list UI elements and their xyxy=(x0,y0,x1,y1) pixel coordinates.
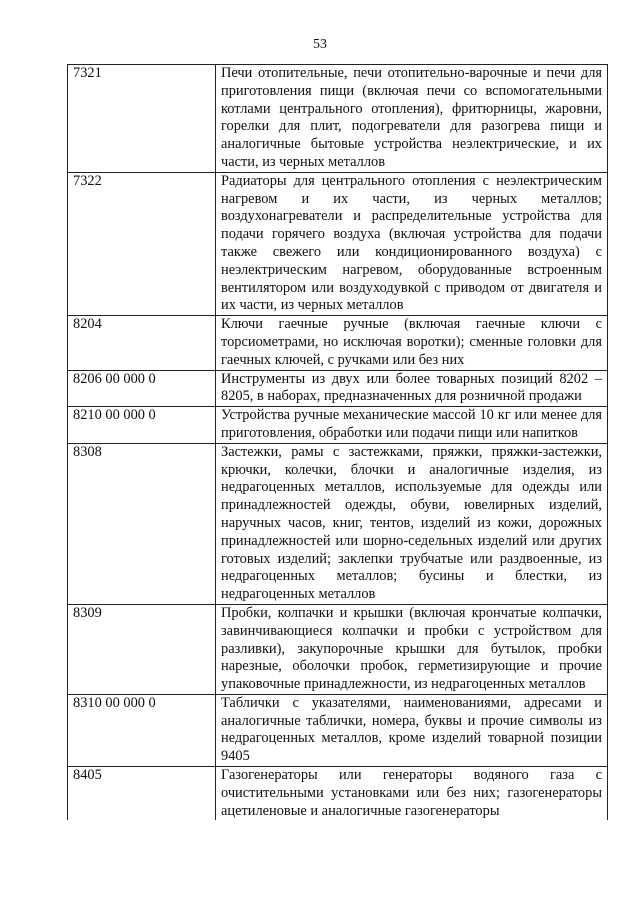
description-cell: Застежки, рамы с застежками, пряжки, пряжки-застежки, крючки, колечки, блочки и аналогичные изделия, из недрагоценных металлов, используемые для одежды или принадлежностей одежды, обуви, ювелирных изделий, наручных часов, книг, тентов, изделий из кожи, дорожных принадлежностей или шорно-седельных изделий или других готовых изделий; заклепки трубчатые или раздвоенные, из недрагоценных металлов; бусины и блестки, из недрагоценных металлов xyxy=(216,443,608,604)
code-cell: 8405 xyxy=(68,767,216,821)
description-cell: Радиаторы для центрального отопления с неэлектрическим нагревом и их части, из черных металлов; воздухонагреватели и распределительные устройства для подачи горячего воздуха (включая устройства для подачи также свежего или кондиционированного воздуха) с неэлектрическим нагревом, оборудованные встроенным вентилятором или воздуходувкой с приводом от двигателя и их части, из черных металлов xyxy=(216,172,608,315)
description-cell: Устройства ручные механические массой 10 кг или менее для приготовления, обработки или подачи пищи или напитков xyxy=(216,407,608,444)
table-row xyxy=(68,65,608,173)
table-row xyxy=(68,407,608,444)
table-row xyxy=(68,370,608,407)
table-row xyxy=(68,604,608,694)
table-row xyxy=(68,443,608,604)
description-cell: Пробки, колпачки и крышки (включая крончатые колпачки, завинчивающиеся колпачки и пробки с устройством для разливки), закупорочные крышки для бутылок, пробки нарезные, оболочки пробок, герметизирующие и прочие упаковочные принадлежности, из недрагоценных металлов xyxy=(216,604,608,694)
description-cell: Таблички с указателями, наименованиями, адресами и аналогичные таблички, номера, буквы и прочие символы из недрагоценных металлов, кроме изделий товарной позиции 9405 xyxy=(216,694,608,766)
description-cell: Ключи гаечные ручные (включая гаечные ключи с торсиометрами, но исключая воротки); сменные головки для гаечных ключей, с ручками или без них xyxy=(216,316,608,370)
description-cell: Газогенераторы или генераторы водяного газа с очистительными установками или без них; газогенераторы ацетиленовые и аналогичные газогенераторы xyxy=(216,767,608,821)
table-row xyxy=(68,316,608,370)
table-row xyxy=(68,767,608,821)
goods-codes-table xyxy=(67,64,608,820)
code-cell: 8210 00 000 0 xyxy=(68,407,216,444)
table-row xyxy=(68,172,608,315)
code-cell: 8206 00 000 0 xyxy=(68,370,216,407)
table-row xyxy=(68,694,608,766)
code-cell: 7321 xyxy=(68,65,216,173)
code-cell: 8308 xyxy=(68,443,216,604)
code-cell: 8310 00 000 0 xyxy=(68,694,216,766)
page-number: 53 xyxy=(313,37,327,52)
code-cell: 7322 xyxy=(68,172,216,315)
code-cell: 8309 xyxy=(68,604,216,694)
description-cell: Инструменты из двух или более товарных позиций 8202 – 8205, в наборах, предназначенных для розничной продажи xyxy=(216,370,608,407)
code-cell: 8204 xyxy=(68,316,216,370)
description-cell: Печи отопительные, печи отопительно-варочные и печи для приготовления пищи (включая печи со вспомогательными котлами центрального отопления), фритюрницы, жаровни, горелки для плит, подогреватели для разогрева пищи и аналогичные бытовые устройства неэлектрические, и их части, из черных металлов xyxy=(216,65,608,173)
